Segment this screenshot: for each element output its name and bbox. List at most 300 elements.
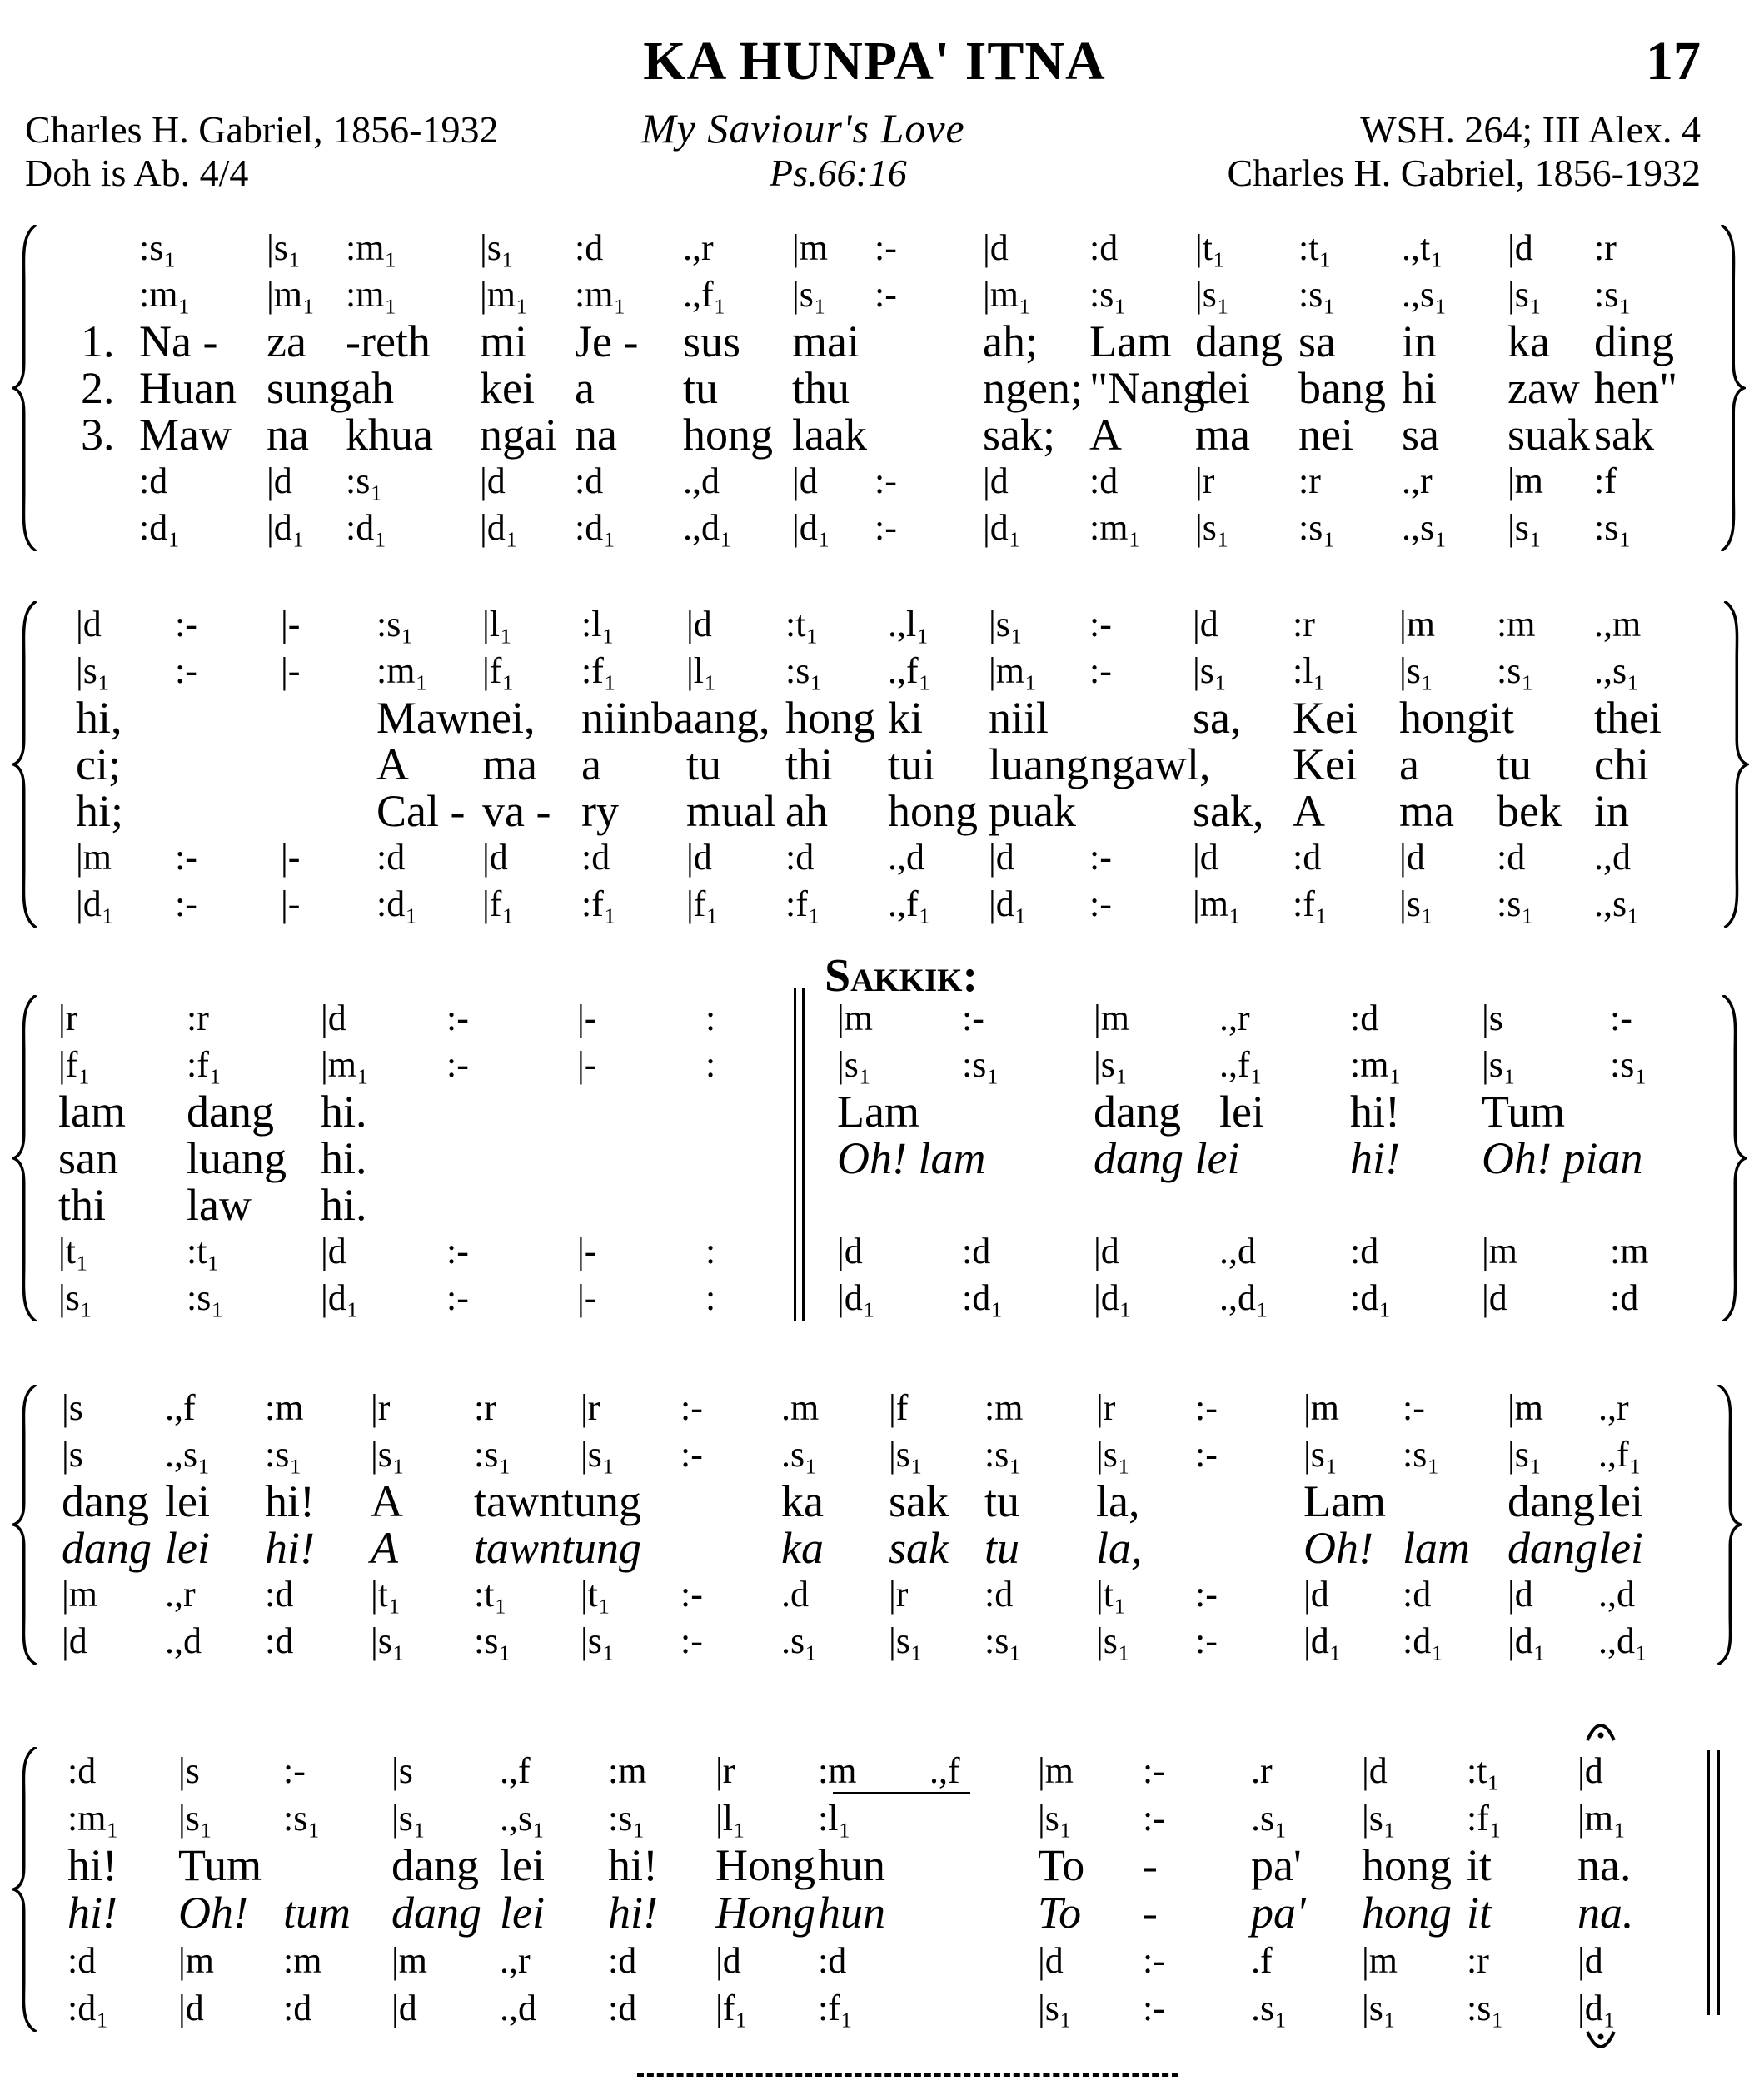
lyric-line [0, 318, 1749, 365]
lyric-syllable: lei [1598, 1523, 1643, 1573]
sol-fa-note: :- [874, 507, 897, 548]
sol-fa-note: .,r [165, 1574, 196, 1615]
sol-fa-note: |d [1577, 1750, 1603, 1791]
sol-fa-note: :f₁ [581, 650, 617, 691]
lyric-syllable: tu [1497, 739, 1532, 789]
lyric-syllable: sa [1298, 316, 1336, 366]
sol-fa-note: :f₁ [187, 1044, 222, 1085]
lyric-syllable: na. [1577, 1888, 1634, 1938]
sol-fa-note: .,r [683, 227, 714, 268]
lyric-syllable: Huan [139, 363, 237, 413]
sol-fa-note: |d [1038, 1940, 1064, 1981]
sol-fa-note: .,f₁ [683, 274, 726, 315]
lyric-syllable: pa' [1251, 1888, 1306, 1938]
sol-fa-note: :m [283, 1940, 322, 1981]
lyric-syllable: ka [781, 1523, 824, 1573]
lyric-syllable: hi. [321, 1180, 367, 1230]
sol-fa-note: :- [1143, 1750, 1165, 1791]
lyric-syllable: Kei [1293, 739, 1358, 789]
sol-fa-note: .s₁ [1251, 1988, 1288, 2028]
sol-fa-note: |d [1362, 1750, 1388, 1791]
sol-fa-note: |d [1577, 1940, 1603, 1981]
sol-fa-note: |t₁ [58, 1231, 89, 1271]
final-barline [1717, 1750, 1720, 2015]
tenor-part-line [0, 834, 1749, 881]
sol-fa-note: :- [1195, 1574, 1218, 1615]
sol-fa-note: :- [1195, 1434, 1218, 1475]
sol-fa-note: |l₁ [686, 650, 717, 691]
alto-part-line [0, 1431, 1749, 1478]
sol-fa-note: :m [608, 1750, 647, 1791]
sol-fa-note: :r [1467, 1940, 1489, 1981]
alto-part-line [0, 1042, 1749, 1088]
lyric-line [0, 1525, 1749, 1571]
sol-fa-note: :m₁ [1089, 507, 1141, 548]
lyric-syllable: ding [1594, 316, 1675, 366]
sol-fa-note: |d [267, 460, 292, 501]
sol-fa-note: :d [818, 1940, 847, 1981]
sol-fa-note: :d [575, 227, 604, 268]
sol-fa-note: |d [715, 1940, 741, 1981]
sol-fa-note: |s₁ [1038, 1988, 1073, 2028]
sol-fa-note: .,s₁ [500, 1798, 546, 1839]
lyric-syllable: sa [1402, 410, 1439, 460]
sol-fa-note: :r [474, 1387, 496, 1428]
sol-fa-note: |s [178, 1750, 200, 1791]
bass-part-line [0, 505, 1749, 551]
sol-fa-note: |s₁ [1399, 883, 1434, 924]
sol-fa-note: :r [1594, 227, 1617, 268]
footer-rule [637, 2073, 1178, 2077]
lyric-syllable: hi! [1350, 1087, 1400, 1137]
sol-fa-note: :d [785, 837, 815, 878]
sol-fa-note: :m₁ [376, 650, 428, 691]
sol-fa-note: |m₁ [480, 274, 529, 315]
lyric-syllable: ci; [76, 739, 121, 789]
sol-fa-note: |d [1193, 837, 1218, 878]
sol-fa-note: |- [281, 650, 301, 691]
lyric-syllable: na [267, 410, 309, 460]
sol-fa-note: :t₁ [187, 1231, 220, 1271]
sol-fa-note: :d [376, 837, 406, 878]
sol-fa-note: :m₁ [575, 274, 626, 315]
lyric-syllable: dei [1195, 363, 1250, 413]
sol-fa-note: :r [1298, 460, 1321, 501]
sol-fa-note: |m₁ [321, 1044, 370, 1085]
sol-fa-note: |d [321, 1231, 346, 1271]
alto-part-line [0, 1794, 1749, 1842]
sol-fa-note: :s₁ [1610, 1044, 1647, 1085]
sol-fa-note: :- [680, 1434, 703, 1475]
sol-fa-note: |d [482, 837, 508, 878]
sol-fa-note: :m₁ [1350, 1044, 1402, 1085]
lyric-syllable: sak; [983, 410, 1055, 460]
sol-fa-note: : [705, 1044, 716, 1085]
lyric-syllable: ma [482, 739, 537, 789]
sol-fa-note: |d [686, 837, 712, 878]
tenor-part-line [0, 458, 1749, 505]
soprano-part-line [0, 995, 1749, 1042]
sol-fa-note: |s₁ [1362, 1798, 1397, 1839]
lyric-syllable: thu [792, 363, 850, 413]
sol-fa-note: |- [577, 998, 597, 1038]
sol-fa-note: :s₁ [962, 1044, 999, 1085]
sol-fa-note: |s₁ [1195, 274, 1230, 315]
lyric-syllable: tawntung [474, 1523, 642, 1573]
lyric-syllable: dang [391, 1888, 481, 1938]
sol-fa-note: :l₁ [1293, 650, 1326, 691]
lyric-syllable: san [58, 1133, 118, 1183]
sol-fa-note: :s₁ [608, 1798, 645, 1839]
lyric-line [0, 1889, 1749, 1937]
alto-part-line [0, 648, 1749, 694]
lyric-syllable: thi [58, 1180, 107, 1230]
sol-fa-note: :- [175, 604, 197, 644]
lyric-syllable: a [575, 363, 595, 413]
lyric-syllable: pa' [1251, 1840, 1302, 1890]
sol-fa-note: :d [67, 1940, 97, 1981]
lyric-syllable: hi; [76, 786, 124, 836]
sol-fa-note: :- [1195, 1387, 1218, 1428]
sol-fa-note: :- [175, 650, 197, 691]
hymn-title: KA HUNPA' ITNA [643, 31, 1106, 92]
sol-fa-note: .,r [1219, 998, 1250, 1038]
sol-fa-note: |t₁ [581, 1574, 611, 1615]
sol-fa-note: :- [680, 1387, 703, 1428]
sol-fa-note: :- [446, 998, 469, 1038]
sol-fa-note: :s₁ [1497, 883, 1534, 924]
lyric-syllable: Tum [178, 1840, 262, 1890]
sol-fa-note: :- [680, 1620, 703, 1661]
sol-fa-note: :s₁ [474, 1434, 511, 1475]
sol-fa-note: :s₁ [785, 650, 823, 691]
lyric-syllable: khua [346, 410, 433, 460]
lyric-syllable: A [1089, 410, 1122, 460]
key-and-time-signature: Doh is Ab. 4/4 [25, 152, 249, 194]
sol-fa-note: |t₁ [1096, 1574, 1127, 1615]
sol-fa-note: :l₁ [581, 604, 615, 644]
sol-fa-note: |s₁ [371, 1620, 406, 1661]
sol-fa-note: |s₁ [581, 1434, 615, 1475]
sol-fa-note: .,f₁ [888, 883, 931, 924]
sol-fa-note: |s₁ [371, 1434, 406, 1475]
sol-fa-note: :f₁ [581, 883, 617, 924]
sol-fa-note: |d₁ [1094, 1277, 1133, 1318]
sol-fa-note: :r [1293, 604, 1315, 644]
sol-fa-note: |s₁ [1096, 1434, 1131, 1475]
sol-fa-note: :t₁ [1467, 1750, 1500, 1791]
sol-fa-note: |d [178, 1988, 204, 2028]
lyric-syllable: na [575, 410, 617, 460]
sol-fa-note: |m [837, 998, 874, 1038]
lyric-syllable: Hong [715, 1888, 815, 1938]
sol-fa-note: :- [283, 1750, 306, 1791]
sol-fa-note: .,d [1219, 1231, 1256, 1271]
sol-fa-note: :- [1143, 1988, 1165, 2028]
bass-part-line [0, 1275, 1749, 1321]
sol-fa-note: |m [1303, 1387, 1340, 1428]
lyric-syllable: zaw [1507, 363, 1580, 413]
hymn-subtitle: My Saviour's Love [641, 105, 965, 152]
lyric-syllable: lei [165, 1523, 210, 1573]
sol-fa-note: |d₁ [989, 883, 1028, 924]
music-system [0, 1385, 1749, 1665]
lyric-syllable: Je - [575, 316, 639, 366]
lyric-syllable: ah [785, 786, 828, 836]
sol-fa-note: |d₁ [983, 507, 1022, 548]
sol-fa-note: :d₁ [1350, 1277, 1392, 1318]
lyric-syllable: lam [1403, 1523, 1470, 1573]
sol-fa-note: |r [1096, 1387, 1116, 1428]
sol-fa-note: |m₁ [1193, 883, 1242, 924]
sol-fa-note: :d [1350, 1231, 1379, 1271]
lyric-syllable: mai [792, 316, 860, 366]
sol-fa-note: :d [1089, 460, 1119, 501]
sol-fa-note: :t₁ [1298, 227, 1332, 268]
lyric-syllable: lei [500, 1840, 545, 1890]
sol-fa-note: |m [391, 1940, 428, 1981]
sol-fa-note: :f₁ [1293, 883, 1328, 924]
sol-fa-note: |s [1482, 998, 1503, 1038]
sol-fa-note: |s₁ [1195, 507, 1230, 548]
lyric-syllable: tui [888, 739, 936, 789]
sol-fa-note: :s₁ [346, 460, 383, 501]
sol-fa-note: |m [1507, 460, 1544, 501]
lyric-syllable: sus [683, 316, 741, 366]
lyric-syllable: Lam [837, 1087, 919, 1137]
soprano-part-line [0, 1747, 1749, 1794]
lyric-syllable: hi. [321, 1087, 367, 1137]
tenor-part-line [0, 1571, 1749, 1618]
sol-fa-note: .,d₁ [1219, 1277, 1269, 1318]
lyric-line [0, 1478, 1749, 1525]
sol-fa-note: |m₁ [989, 650, 1038, 691]
sol-fa-note: |d [391, 1988, 417, 2028]
lyric-syllable: ma [1399, 786, 1454, 836]
sol-fa-note: :t₁ [474, 1574, 507, 1615]
lyric-syllable: hen" [1594, 363, 1678, 413]
sol-fa-note: |s₁ [1507, 274, 1542, 315]
lyric-syllable: za [267, 316, 306, 366]
sol-fa-note: |f₁ [686, 883, 719, 924]
soprano-part-line [0, 225, 1749, 271]
sol-fa-note: |f₁ [58, 1044, 91, 1085]
sol-fa-note: |- [577, 1277, 597, 1318]
sol-fa-note: :s₁ [187, 1277, 224, 1318]
sol-fa-note: |r [58, 998, 78, 1038]
lyric-syllable: hi, [76, 693, 122, 743]
lyric-syllable: hun [818, 1840, 885, 1890]
sol-fa-note: .s₁ [781, 1620, 818, 1661]
sol-fa-note: .,d₁ [1598, 1620, 1648, 1661]
sol-fa-note: |s₁ [989, 604, 1024, 644]
lyric-syllable: hong [683, 410, 773, 460]
lyric-syllable: Oh! [178, 1888, 248, 1938]
sol-fa-note: |t₁ [1195, 227, 1226, 268]
sol-fa-note: |d [686, 604, 712, 644]
sol-fa-note: .,d₁ [683, 507, 733, 548]
sol-fa-note: |s₁ [1096, 1620, 1131, 1661]
sol-fa-note: :m₁ [346, 227, 397, 268]
sol-fa-note: |m₁ [1577, 1798, 1627, 1839]
lyric-syllable: mual [686, 786, 776, 836]
tenor-part-line [0, 1937, 1749, 1984]
soprano-part-line [0, 601, 1749, 648]
music-credit: Charles H. Gabriel, 1856-1932 [1227, 152, 1701, 194]
lyric-syllable: dang [187, 1087, 274, 1137]
lyric-syllable: Oh! [1303, 1523, 1373, 1573]
sol-fa-note: .,l₁ [888, 604, 929, 644]
sol-fa-note: |d₁ [792, 507, 831, 548]
sol-fa-note: :d₁ [376, 883, 418, 924]
sol-fa-note: :- [1143, 1798, 1165, 1839]
sol-fa-note: :d [1293, 837, 1322, 878]
sol-fa-note: |- [577, 1231, 597, 1271]
lyric-syllable: sak [889, 1523, 949, 1573]
fermata-below-icon [1584, 2028, 1617, 2057]
lyric-syllable: dang [1094, 1087, 1181, 1137]
sol-fa-note: .,f₁ [1219, 1044, 1263, 1085]
sol-fa-note: :d [1089, 227, 1119, 268]
lyric-syllable: va - [482, 786, 551, 836]
sol-fa-note: |- [281, 883, 301, 924]
lyric-syllable: ngawl, [1089, 739, 1211, 789]
sol-fa-note: |m₁ [267, 274, 316, 315]
alto-part-line [0, 271, 1749, 318]
sol-fa-note: :s₁ [283, 1798, 321, 1839]
sol-fa-note: .m [781, 1387, 820, 1428]
sol-fa-note: |d [1193, 604, 1218, 644]
lyric-line [0, 1088, 1749, 1135]
sol-fa-note: :d₁ [962, 1277, 1004, 1318]
lyric-syllable: chi [1594, 739, 1649, 789]
sol-fa-note: |s₁ [391, 1798, 426, 1839]
sol-fa-note: |r [1195, 460, 1215, 501]
sol-fa-note: :s₁ [139, 227, 177, 268]
lyric-syllable: la, [1096, 1476, 1140, 1526]
sol-fa-note: |s₁ [178, 1798, 213, 1839]
lyric-syllable: hongit [1399, 693, 1515, 743]
sol-fa-note: :- [874, 274, 897, 315]
sol-fa-note: |s₁ [1193, 650, 1228, 691]
lyric-syllable: To [1038, 1888, 1082, 1938]
lyric-syllable: dang lei [1094, 1133, 1240, 1183]
sol-fa-note: |s₁ [267, 227, 301, 268]
lyric-syllable: tu [683, 363, 719, 413]
sol-fa-note: |l₁ [482, 604, 513, 644]
lyric-syllable: dang [62, 1523, 152, 1573]
sol-fa-note: |d₁ [837, 1277, 876, 1318]
music-system [0, 1747, 1749, 2032]
sol-fa-note: :s₁ [1298, 274, 1336, 315]
sol-fa-note: |m [1038, 1750, 1074, 1791]
sol-fa-note: .,d [1594, 837, 1631, 878]
sol-fa-note: |m₁ [983, 274, 1032, 315]
sol-fa-note: .,d [683, 460, 720, 501]
lyric-syllable: Hong [715, 1840, 815, 1890]
sol-fa-note: :- [1143, 1940, 1165, 1981]
double-barline [802, 988, 805, 1321]
sol-fa-note: :d₁ [346, 507, 387, 548]
sol-fa-note: |f₁ [482, 883, 515, 924]
sol-fa-note: :- [1403, 1387, 1425, 1428]
sol-fa-note: :m₁ [67, 1798, 119, 1839]
sol-fa-note: |d₁ [1303, 1620, 1343, 1661]
sol-fa-note: |d₁ [480, 507, 519, 548]
lyric-syllable: hi! [608, 1840, 658, 1890]
lyric-syllable: Maw [139, 410, 232, 460]
sol-fa-note: .,s₁ [1402, 507, 1448, 548]
verse-number: 1. [81, 316, 115, 366]
sol-fa-note: .,r [1598, 1387, 1629, 1428]
sol-fa-note: |s₁ [1507, 1434, 1542, 1475]
lyric-syllable: dang [1507, 1523, 1597, 1573]
lyric-line [0, 1842, 1749, 1889]
sol-fa-note: |d [837, 1231, 863, 1271]
sol-fa-note: |s₁ [1038, 1798, 1073, 1839]
sol-fa-note: :s₁ [1497, 650, 1534, 691]
lyric-syllable: -reth [346, 316, 431, 366]
sol-fa-note: |d₁ [1577, 1988, 1617, 2028]
sol-fa-note: |s₁ [1482, 1044, 1517, 1085]
sol-fa-note: |s₁ [58, 1277, 93, 1318]
sol-fa-note: |s₁ [1094, 1044, 1129, 1085]
sol-fa-note: :- [1089, 650, 1112, 691]
sol-fa-note: |m [1094, 998, 1130, 1038]
sol-fa-note: :- [175, 883, 197, 924]
lyric-syllable: tu [984, 1476, 1020, 1526]
lyric-line [0, 411, 1749, 458]
lyric-syllable: lei [165, 1476, 210, 1526]
sol-fa-note: :f₁ [818, 1988, 854, 2028]
lyric-syllable: luang [989, 739, 1089, 789]
lyric-syllable: mi [480, 316, 528, 366]
sol-fa-note: :s₁ [1594, 274, 1632, 315]
sol-fa-note: .,f₁ [1598, 1434, 1642, 1475]
sol-fa-note: |d [76, 604, 102, 644]
sol-fa-note: |m [76, 837, 112, 878]
sol-fa-note: :d [265, 1620, 294, 1661]
lyric-syllable: lei [500, 1888, 545, 1938]
sol-fa-note: |s₁ [581, 1620, 615, 1661]
sol-fa-note: |m [62, 1574, 98, 1615]
lyric-syllable: thei [1594, 693, 1662, 743]
lyric-syllable: law [187, 1180, 252, 1230]
lyric-syllable: ah; [983, 316, 1038, 366]
sol-fa-note: :s₁ [1298, 507, 1336, 548]
sol-fa-note: |d₁ [267, 507, 306, 548]
sol-fa-note: :s₁ [1403, 1434, 1440, 1475]
lyric-syllable: hi! [265, 1476, 315, 1526]
lyric-syllable: hong [888, 786, 978, 836]
sol-fa-note: :s₁ [1089, 274, 1127, 315]
bass-part-line [0, 1618, 1749, 1665]
sol-fa-note: |s₁ [1399, 650, 1434, 691]
fermata-above-icon [1584, 1715, 1617, 1744]
lyric-syllable: a [581, 739, 601, 789]
sol-fa-note: |s₁ [1303, 1434, 1338, 1475]
sol-fa-note: |r [715, 1750, 735, 1791]
sol-fa-note: |s₁ [480, 227, 515, 268]
sol-fa-note: :d [575, 460, 604, 501]
sol-fa-note: :d [1497, 837, 1526, 878]
lyric-syllable: hi! [67, 1840, 117, 1890]
lyric-syllable: sa, [1193, 693, 1242, 743]
sol-fa-note: .r [1251, 1750, 1273, 1791]
sol-fa-note: |s₁ [1362, 1988, 1397, 2028]
lyric-syllable: niil [989, 693, 1049, 743]
sol-fa-note: :m₁ [139, 274, 191, 315]
